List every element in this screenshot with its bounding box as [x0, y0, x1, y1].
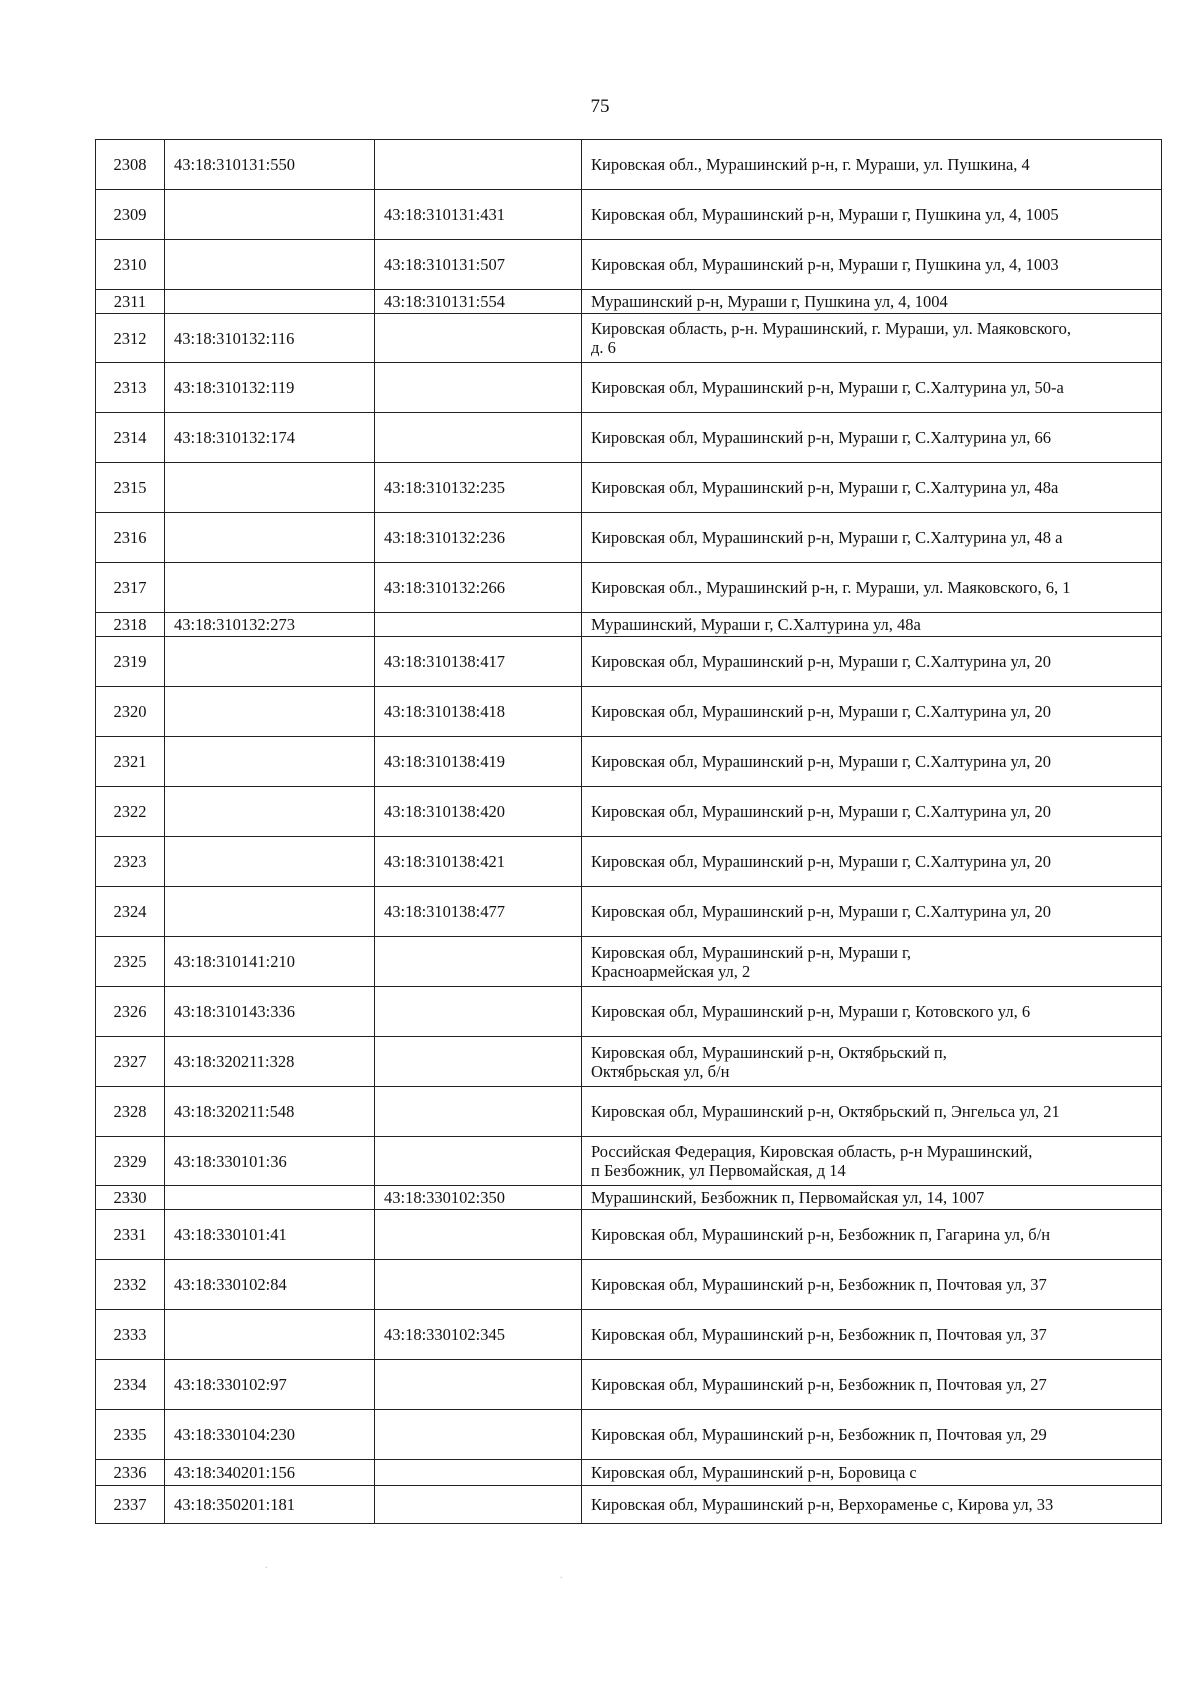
cadastral-number-cell	[165, 737, 375, 787]
address-cell: Кировская обл, Мурашинский р-н, Безбожник п, Гагарина ул, б/н	[582, 1210, 1162, 1260]
cadastral-number-cell: 43:18:310141:210	[165, 937, 375, 987]
cadastral-number-secondary-cell	[375, 413, 582, 463]
table-row	[96, 240, 1162, 290]
cadastral-number-cell: 43:18:320211:328	[165, 1037, 375, 1087]
table-row	[96, 314, 1162, 363]
address-cell: Кировская обл, Мурашинский р-н, Мураши г, С.Халтурина ул, 48а	[582, 463, 1162, 513]
address-cell: Кировская обл, Мурашинский р-н, Мураши г, С.Халтурина ул, 20	[582, 787, 1162, 837]
row-number-cell: 2322	[96, 787, 165, 837]
row-number-cell: 2318	[96, 613, 165, 637]
row-number-cell: 2309	[96, 190, 165, 240]
cadastral-number-cell	[165, 240, 375, 290]
cadastral-number-cell	[165, 463, 375, 513]
cadastral-number-secondary-cell	[375, 1260, 582, 1310]
table-row	[96, 937, 1162, 987]
table-row	[96, 1360, 1162, 1410]
cadastral-number-cell: 43:18:350201:181	[165, 1486, 375, 1524]
row-number-cell: 2313	[96, 363, 165, 413]
row-number-cell: 2329	[96, 1137, 165, 1186]
row-number-cell: 2315	[96, 463, 165, 513]
address-cell: Кировская обл, Мурашинский р-н, Мураши г, С.Халтурина ул, 20	[582, 737, 1162, 787]
address-cell: Кировская обл, Мурашинский р-н, Мураши г, С.Халтурина ул, 20	[582, 887, 1162, 937]
row-number-cell: 2311	[96, 290, 165, 314]
page-number: 75	[590, 96, 610, 117]
row-number-cell: 2312	[96, 314, 165, 363]
cadastral-number-cell	[165, 1310, 375, 1360]
row-number-cell: 2308	[96, 140, 165, 190]
address-cell: Кировская обл, Мурашинский р-н, Мураши г, С.Халтурина ул, 48 а	[582, 513, 1162, 563]
address-cell: Кировская обл, Мурашинский р-н, Безбожник п, Почтовая ул, 27	[582, 1360, 1162, 1410]
row-number-cell: 2335	[96, 1410, 165, 1460]
cadastral-number-secondary-cell	[375, 1460, 582, 1486]
table-row	[96, 463, 1162, 513]
cadastral-number-cell	[165, 787, 375, 837]
table-row	[96, 140, 1162, 190]
address-cell: Мурашинский, Безбожник п, Первомайская ул, 14, 1007	[582, 1186, 1162, 1210]
registry-table-body	[96, 140, 1162, 1524]
cadastral-number-secondary-cell: 43:18:310138:421	[375, 837, 582, 887]
cadastral-number-secondary-cell	[375, 613, 582, 637]
address-cell: Кировская обл, Мурашинский р-н, Мураши г, Красноармейская ул, 2	[582, 937, 1162, 987]
row-number-cell: 2316	[96, 513, 165, 563]
cadastral-number-secondary-cell: 43:18:310138:420	[375, 787, 582, 837]
address-cell: Мурашинский р-н, Мураши г, Пушкина ул, 4, 1004	[582, 290, 1162, 314]
address-cell: Кировская обл, Мурашинский р-н, Мураши г, Пушкина ул, 4, 1005	[582, 190, 1162, 240]
cadastral-number-cell	[165, 290, 375, 314]
row-number-cell: 2317	[96, 563, 165, 613]
address-cell: Кировская обл, Мурашинский р-н, Мураши г, С.Халтурина ул, 50-а	[582, 363, 1162, 413]
address-cell: Мурашинский, Мураши г, С.Халтурина ул, 48а	[582, 613, 1162, 637]
row-number-cell: 2331	[96, 1210, 165, 1260]
table-row	[96, 1310, 1162, 1360]
cadastral-number-secondary-cell	[375, 1486, 582, 1524]
row-number-cell: 2314	[96, 413, 165, 463]
address-cell: Кировская обл, Мурашинский р-н, Мураши г, С.Халтурина ул, 66	[582, 413, 1162, 463]
table-row	[96, 613, 1162, 637]
cadastral-number-cell	[165, 1186, 375, 1210]
cadastral-number-secondary-cell: 43:18:310131:554	[375, 290, 582, 314]
row-number-cell: 2333	[96, 1310, 165, 1360]
table-row	[96, 563, 1162, 613]
cadastral-number-cell: 43:18:330101:41	[165, 1210, 375, 1260]
cadastral-number-secondary-cell: 43:18:310138:477	[375, 887, 582, 937]
address-cell: Кировская обл, Мурашинский р-н, Безбожник п, Почтовая ул, 37	[582, 1310, 1162, 1360]
address-cell: Кировская обл., Мурашинский р-н, г. Мураши, ул. Пушкина, 4	[582, 140, 1162, 190]
cadastral-number-cell	[165, 837, 375, 887]
cadastral-number-secondary-cell: 43:18:310132:235	[375, 463, 582, 513]
table-row	[96, 190, 1162, 240]
cadastral-number-secondary-cell	[375, 1087, 582, 1137]
row-number-cell: 2337	[96, 1486, 165, 1524]
cadastral-number-secondary-cell	[375, 1137, 582, 1186]
cadastral-number-secondary-cell	[375, 140, 582, 190]
row-number-cell: 2310	[96, 240, 165, 290]
address-cell: Кировская обл, Мурашинский р-н, Октябрьский п, Энгельса ул, 21	[582, 1087, 1162, 1137]
address-cell: Российская Федерация, Кировская область, р-н Мурашинский, п Безбожник, ул Первомайская, д 14	[582, 1137, 1162, 1186]
cadastral-number-secondary-cell: 43:18:310132:236	[375, 513, 582, 563]
table-row	[96, 687, 1162, 737]
row-number-cell: 2328	[96, 1087, 165, 1137]
table-row	[96, 1087, 1162, 1137]
cadastral-number-secondary-cell: 43:18:310132:266	[375, 563, 582, 613]
table-row	[96, 1037, 1162, 1087]
row-number-cell: 2330	[96, 1186, 165, 1210]
row-number-cell: 2323	[96, 837, 165, 887]
table-row	[96, 1210, 1162, 1260]
cadastral-number-secondary-cell	[375, 1410, 582, 1460]
cadastral-number-secondary-cell: 43:18:310138:417	[375, 637, 582, 687]
cadastral-number-cell: 43:18:310143:336	[165, 987, 375, 1037]
cadastral-number-cell: 43:18:310132:119	[165, 363, 375, 413]
cadastral-number-secondary-cell: 43:18:310131:507	[375, 240, 582, 290]
cadastral-number-secondary-cell	[375, 314, 582, 363]
registry-table	[95, 139, 1162, 1524]
scan-speck: .	[560, 1570, 563, 1581]
address-cell: Кировская обл, Мурашинский р-н, Мураши г, Пушкина ул, 4, 1003	[582, 240, 1162, 290]
cadastral-number-secondary-cell: 43:18:310138:418	[375, 687, 582, 737]
cadastral-number-cell: 43:18:330102:84	[165, 1260, 375, 1310]
cadastral-number-cell: 43:18:310132:174	[165, 413, 375, 463]
cadastral-number-secondary-cell	[375, 1360, 582, 1410]
cadastral-number-cell: 43:18:310132:116	[165, 314, 375, 363]
address-cell: Кировская обл., Мурашинский р-н, г. Мураши, ул. Маяковского, 6, 1	[582, 563, 1162, 613]
address-cell: Кировская обл, Мурашинский р-н, Мураши г, Котовского ул, 6	[582, 987, 1162, 1037]
address-cell: Кировская обл, Мурашинский р-н, Октябрьский п, Октябрьская ул, б/н	[582, 1037, 1162, 1087]
cadastral-number-secondary-cell	[375, 1037, 582, 1087]
cadastral-number-cell	[165, 513, 375, 563]
cadastral-number-cell: 43:18:320211:548	[165, 1087, 375, 1137]
table-row	[96, 1260, 1162, 1310]
row-number-cell: 2327	[96, 1037, 165, 1087]
table-row	[96, 787, 1162, 837]
cadastral-number-secondary-cell	[375, 363, 582, 413]
cadastral-number-cell: 43:18:330104:230	[165, 1410, 375, 1460]
cadastral-number-cell: 43:18:340201:156	[165, 1460, 375, 1486]
cadastral-number-secondary-cell: 43:18:330102:350	[375, 1186, 582, 1210]
address-cell: Кировская область, р-н. Мурашинский, г. Мураши, ул. Маяковского, д. 6	[582, 314, 1162, 363]
address-cell: Кировская обл, Мурашинский р-н, Безбожник п, Почтовая ул, 29	[582, 1410, 1162, 1460]
address-cell: Кировская обл, Мурашинский р-н, Боровица с	[582, 1460, 1162, 1486]
address-cell: Кировская обл, Мурашинский р-н, Мураши г, С.Халтурина ул, 20	[582, 687, 1162, 737]
row-number-cell: 2324	[96, 887, 165, 937]
table-row	[96, 1137, 1162, 1186]
cadastral-number-secondary-cell	[375, 987, 582, 1037]
address-cell: Кировская обл, Мурашинский р-н, Безбожник п, Почтовая ул, 37	[582, 1260, 1162, 1310]
cadastral-number-cell	[165, 637, 375, 687]
cadastral-number-cell	[165, 563, 375, 613]
address-cell: Кировская обл, Мурашинский р-н, Верхораменье с, Кирова ул, 33	[582, 1486, 1162, 1524]
cadastral-number-cell: 43:18:330102:97	[165, 1360, 375, 1410]
cadastral-number-cell: 43:18:310132:273	[165, 613, 375, 637]
cadastral-number-cell	[165, 190, 375, 240]
cadastral-number-cell: 43:18:330101:36	[165, 1137, 375, 1186]
row-number-cell: 2332	[96, 1260, 165, 1310]
address-cell: Кировская обл, Мурашинский р-н, Мураши г, С.Халтурина ул, 20	[582, 837, 1162, 887]
cadastral-number-cell	[165, 887, 375, 937]
row-number-cell: 2334	[96, 1360, 165, 1410]
table-row	[96, 513, 1162, 563]
table-row	[96, 837, 1162, 887]
row-number-cell: 2321	[96, 737, 165, 787]
table-row	[96, 363, 1162, 413]
row-number-cell: 2326	[96, 987, 165, 1037]
table-row	[96, 887, 1162, 937]
row-number-cell: 2336	[96, 1460, 165, 1486]
table-row	[96, 290, 1162, 314]
cadastral-number-cell	[165, 687, 375, 737]
cadastral-number-cell: 43:18:310131:550	[165, 140, 375, 190]
table-row	[96, 1486, 1162, 1524]
cadastral-number-secondary-cell	[375, 937, 582, 987]
table-row	[96, 1410, 1162, 1460]
table-row	[96, 1186, 1162, 1210]
table-row	[96, 987, 1162, 1037]
table-row	[96, 1460, 1162, 1486]
cadastral-number-secondary-cell	[375, 1210, 582, 1260]
row-number-cell: 2319	[96, 637, 165, 687]
scan-speck: .	[265, 1560, 268, 1571]
table-row	[96, 637, 1162, 687]
cadastral-number-secondary-cell: 43:18:310138:419	[375, 737, 582, 787]
row-number-cell: 2320	[96, 687, 165, 737]
address-cell: Кировская обл, Мурашинский р-н, Мураши г, С.Халтурина ул, 20	[582, 637, 1162, 687]
cadastral-number-secondary-cell: 43:18:310131:431	[375, 190, 582, 240]
table-row	[96, 413, 1162, 463]
cadastral-number-secondary-cell: 43:18:330102:345	[375, 1310, 582, 1360]
row-number-cell: 2325	[96, 937, 165, 987]
table-row	[96, 737, 1162, 787]
